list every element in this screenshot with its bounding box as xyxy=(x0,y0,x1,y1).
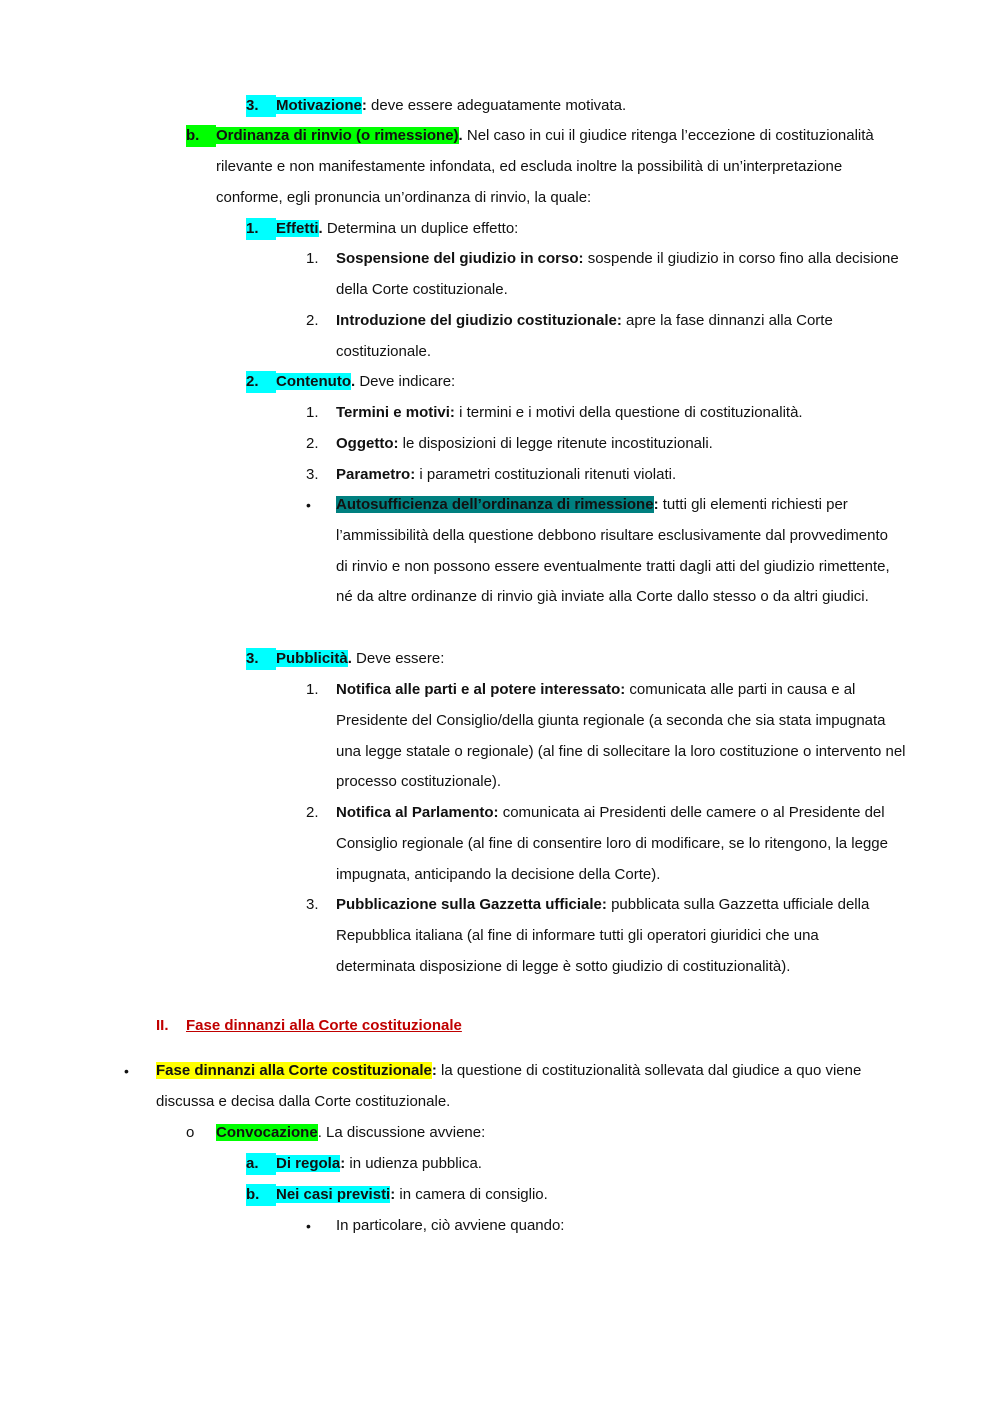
item-text: apre la fase dinnanzi alla Corte costituzionale. xyxy=(336,312,833,360)
term-separator: : xyxy=(340,1155,346,1172)
term-label: Introduzione del giudizio costituzionale: xyxy=(336,312,622,329)
term-label: Di regola xyxy=(276,1155,341,1172)
term-separator: . xyxy=(458,127,463,144)
item-text: i parametri costituzionali ritenuti violati. xyxy=(415,466,677,483)
list-marker: 1. xyxy=(246,218,276,240)
list-marker: 3. xyxy=(246,95,276,117)
term-label: Notifica alle parti e al potere interessato: xyxy=(336,681,626,698)
list-marker: 2. xyxy=(306,312,319,329)
term-separator: : xyxy=(361,97,367,114)
list-marker: 2. xyxy=(306,804,319,821)
term-separator: . xyxy=(350,373,356,390)
item-text: pubblicata sulla Gazzetta ufficiale della Repubblica italiana (al fine di informare tutti gli operatori giuridici che una determinata disposizione di legge è sotto giudizio di costituzionalità). xyxy=(336,896,870,975)
term-label: Sospensione del giudizio in corso: xyxy=(336,250,584,267)
item-text: comunicata alle parti in causa e al Presidente del Consiglio/della giunta regionale (a seconda che sia stata impugnata una legge statale o regionale) (al fine di sollecitare la loro costituzione o intervento nel processo costituzionale). xyxy=(336,681,906,791)
section-title: Fase dinnanzi alla Corte costituzionale xyxy=(186,1017,462,1034)
section-number: II. xyxy=(156,1017,169,1034)
item-text: comunicata ai Presidenti delle camere o al Presidente del Consiglio regionale (al fine di consentire loro di modificare, se lo ritengono, la legge impugnata, anticipando la decisione della Corte). xyxy=(336,804,888,883)
bullet-marker: o xyxy=(186,1124,195,1141)
bullet-marker: • xyxy=(306,497,311,513)
list-marker: b. xyxy=(246,1184,276,1206)
list-marker: 3. xyxy=(306,896,319,913)
item-text: in udienza pubblica. xyxy=(345,1155,482,1172)
list-marker: 1. xyxy=(306,681,319,698)
term-separator: . xyxy=(347,650,352,667)
item-text: Deve indicare: xyxy=(355,373,456,390)
item-text: Nel caso in cui il giudice ritenga l’eccezione di costituzionalità rilevante e non manifestamente infondata, ed escluda inoltre la possibilità di un’interpretazione conforme, egli pronuncia un’ordinanza di rinvio, la quale: xyxy=(216,127,874,206)
term-label: Motivazione xyxy=(276,97,362,114)
bullet-marker: • xyxy=(124,1063,129,1079)
list-marker: 2. xyxy=(246,371,276,393)
term-label: Autosufficienza dell’ordinanza di rimessione xyxy=(336,496,654,513)
list-marker: b. xyxy=(186,125,216,147)
list-marker: 3. xyxy=(246,648,276,670)
item-text: in camera di consiglio. xyxy=(395,1186,548,1203)
term-label: Nei casi previsti xyxy=(276,1186,391,1203)
list-marker: 2. xyxy=(306,435,319,452)
item-text: Deve essere: xyxy=(351,650,445,667)
item-text: deve essere adeguatamente motivata. xyxy=(366,97,627,114)
item-text: sospende il giudizio in corso fino alla decisione della Corte costituzionale. xyxy=(336,250,899,298)
term-label: Pubblicazione sulla Gazzetta ufficiale: xyxy=(336,896,607,913)
term-label: Convocazione xyxy=(216,1124,318,1141)
term-separator: : xyxy=(390,1186,396,1203)
list-marker: 1. xyxy=(306,250,319,267)
item-text: i termini e i motivi della questione di costituzionalità. xyxy=(454,404,803,421)
term-label: Effetti xyxy=(276,220,319,237)
term-separator: : xyxy=(431,1062,437,1079)
term-label: Pubblicità xyxy=(276,650,348,667)
item-text: . La discussione avviene: xyxy=(317,1124,486,1141)
term-label: Parametro: xyxy=(336,466,416,483)
term-label: Fase dinnanzi alla Corte costituzionale xyxy=(156,1062,432,1079)
item-text: le disposizioni di legge ritenute incostituzionali. xyxy=(398,435,713,452)
item-text: In particolare, ciò avviene quando: xyxy=(336,1217,565,1234)
term-label: Ordinanza di rinvio (o rimessione) xyxy=(216,127,459,144)
term-separator: : xyxy=(653,496,659,513)
term-label: Contenuto xyxy=(276,373,351,390)
item-text: Determina un duplice effetto: xyxy=(322,220,519,237)
item-text: la questione di costituzionalità sollevata dal giudice a quo viene discussa e decisa dalla Corte costituzionale. xyxy=(156,1062,862,1110)
list-marker: 1. xyxy=(306,404,319,421)
list-marker: a. xyxy=(246,1153,276,1175)
term-separator: . xyxy=(318,220,323,237)
item-text: tutti gli elementi richiesti per l’ammissibilità della questione debbono risultare esclusivamente dal provvedimento di rinvio e non possono essere eventualmente tratti dagli atti del giudizio rimettente, né da altre ordinanze di rinvio già inviate alla Corte dallo stesso o da altri giudici. xyxy=(336,496,890,606)
term-label: Oggetto: xyxy=(336,435,399,452)
term-label: Notifica al Parlamento: xyxy=(336,804,499,821)
list-marker: 3. xyxy=(306,466,319,483)
term-label: Termini e motivi: xyxy=(336,404,455,421)
bullet-marker: • xyxy=(306,1218,311,1234)
